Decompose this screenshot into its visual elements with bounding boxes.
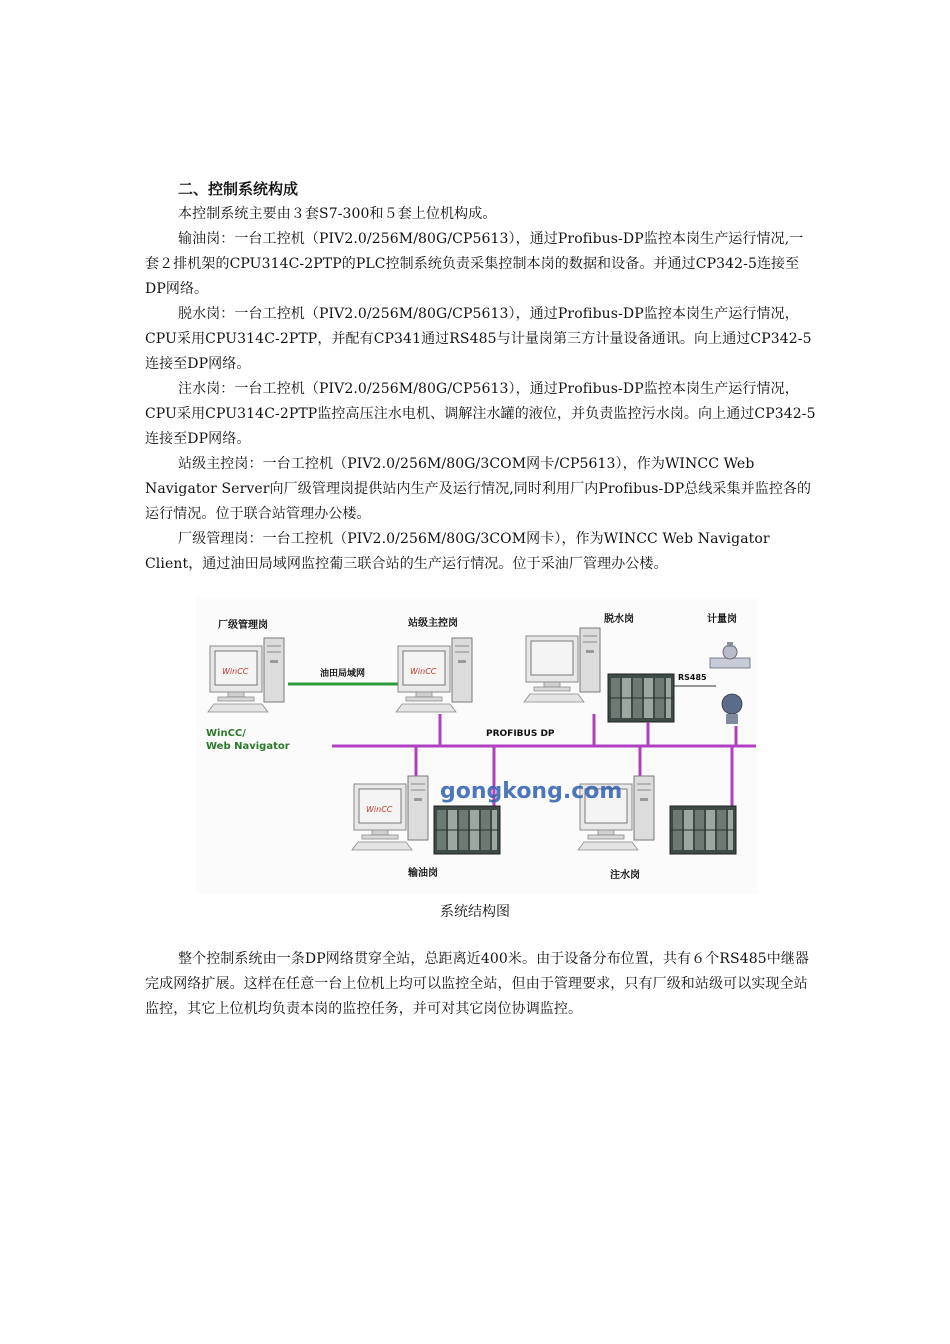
screen-logo: WinCC: [410, 667, 437, 676]
paragraph-intro: 本控制系统主要由３套S7-300和５套上位机构成。: [178, 206, 497, 222]
figure-caption: 系统结构图: [440, 904, 510, 920]
label-station-main: 站级主控岗: [408, 618, 458, 629]
watermark-text: gongkong.com: [440, 779, 623, 804]
label-water-injection: 注水岗: [610, 870, 640, 881]
oil-transfer-plc: [434, 806, 500, 854]
paragraph-dehydration: 脱水岗：一台工控机（PIV2.0/256M/80G/CP5613），通过Profibus-DP监控本岗生产运行情况，CPU采用CPU314C-2PTP，并配有CP341通过RS485与计量岗第三方计量设备通讯。向上通过CP342-5连接至DP网络。: [145, 306, 812, 372]
label-profibus: PROFIBUS DP: [486, 729, 555, 739]
flow-meter: [710, 642, 750, 668]
paragraph-factory-mgmt: 厂级管理岗：一台工控机（PIV2.0/256M/80G/3COM网卡），作为WINCC Web Navigator Client，通过油田局域网监控葡三联合站的生产运行情况。位于采油厂管理办公楼。: [145, 531, 770, 572]
paragraph-oil-transfer: 输油岗：一台工控机（PIV2.0/256M/80G/CP5613），通过Profibus-DP监控本岗生产运行情况,一套２排机架的CPU314C-2PTP的PLC控制系统负责采集控制本岗的数据和设备。并通过CP342-5连接至DP网络。: [145, 231, 804, 297]
factory-mgmt-pc: [208, 638, 284, 712]
oil-transfer-pc: [352, 776, 428, 850]
label-factory-mgmt: 厂级管理岗: [218, 620, 268, 631]
label-dehydration: 脱水岗: [604, 614, 634, 625]
label-oilfield-lan: 油田局域网: [320, 669, 366, 679]
station-main-pc: [396, 638, 472, 712]
label-metering: 计量岗: [707, 614, 737, 625]
label-oil-transfer: 输油岗: [408, 868, 438, 879]
screen-logo: WinCC: [366, 805, 393, 814]
dehydration-pc: [524, 628, 600, 702]
paragraph-water-injection: 注水岗：一台工控机（PIV2.0/256M/80G/CP5613），通过Profibus-DP监控本岗生产运行情况，CPU采用CPU314C-2PTP监控高压注水电机、调解注水罐的液位，并负责监控污水岗。向上通过CP342-5连接至DP网络。: [145, 381, 816, 447]
label-wincc: WinCC/: [206, 728, 246, 739]
label-web-navigator: Web Navigator: [206, 741, 290, 752]
dehydration-plc: [608, 674, 674, 722]
paragraph-summary: 整个控制系统由一条DP网络贯穿全站，总距离近400米。由于设备分布位置，共有６个RS485中继器完成网络扩展。这样在任意一台上位机上均可以监控全站，但由于管理要求，只有厂级和站级可以实现全站监控，其它上位机均负责本岗的监控任务，并可对其它岗位协调监控。: [145, 951, 810, 1017]
paragraph-station-main: 站级主控岗：一台工控机（PIV2.0/256M/80G/3COM网卡/CP5613），作为WINCC Web Navigator Server向厂级管理岗提供站内生产及运行情况,同时利用厂内Profibus-DP总线采集并监控各的运行情况。位于联合站管理办公楼。: [145, 456, 812, 522]
label-rs485: RS485: [678, 673, 707, 682]
water-injection-plc: [670, 806, 736, 854]
pressure-transmitter: [722, 694, 742, 724]
system-structure-diagram: [196, 598, 758, 894]
screen-logo: WinCC: [222, 667, 249, 676]
section-heading: 二、控制系统构成: [178, 180, 299, 198]
